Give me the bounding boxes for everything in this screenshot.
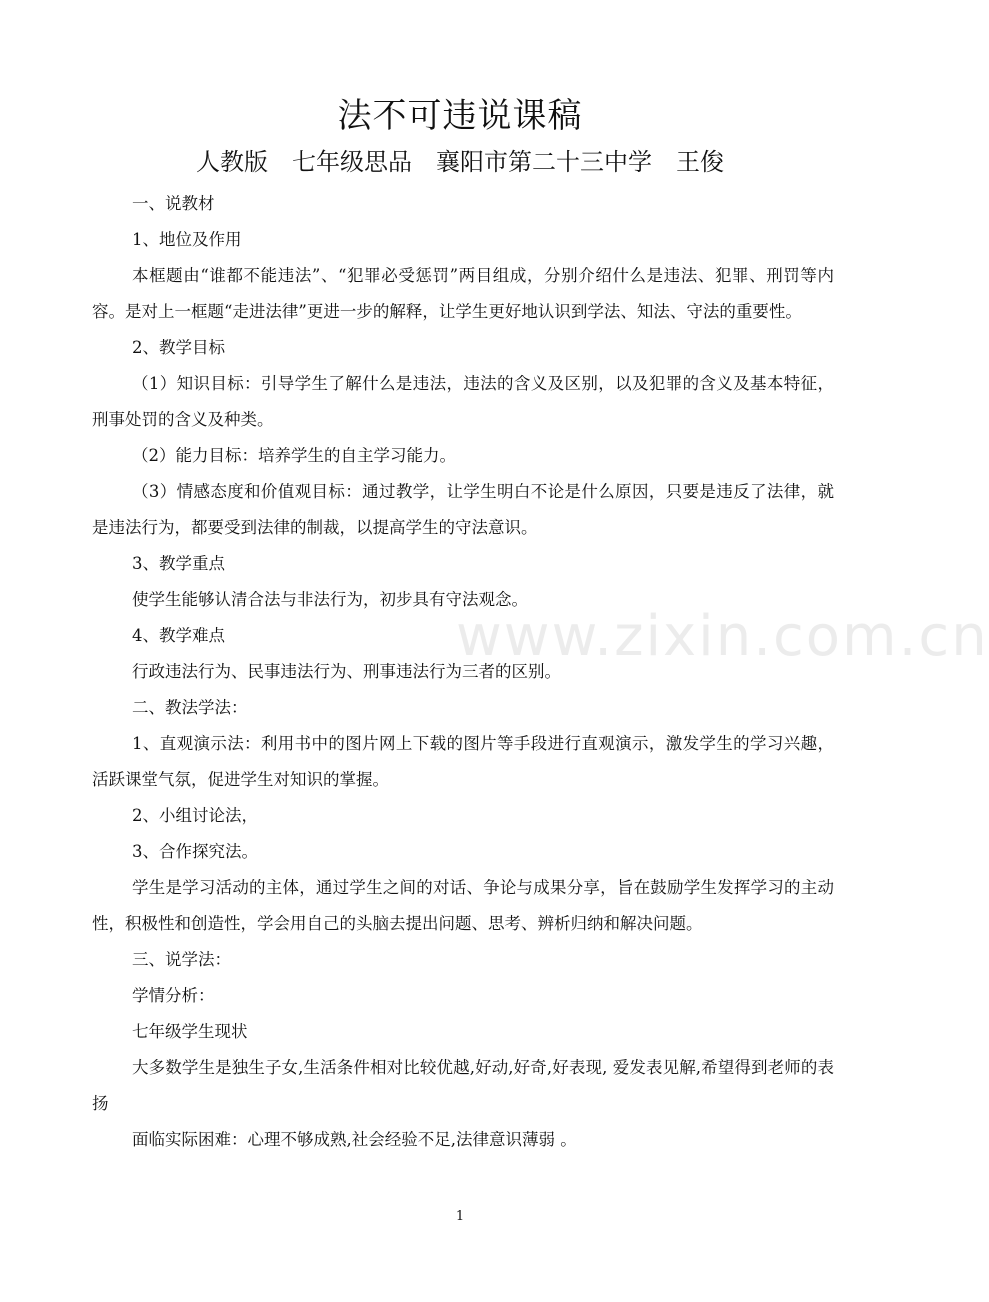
watermark: www.zixin.com.cn xyxy=(456,604,989,669)
paragraph: 二、教法学法： xyxy=(132,698,248,717)
paragraph: 三、说学法： xyxy=(132,950,231,969)
paragraph: 1、直观演示法：利用书中的图片网上下载的图片等手段进行直观演示，激发学生的学习兴趣，活跃课堂气氛，促进学生对知识的掌握。 xyxy=(92,734,834,789)
paragraph: 七年级学生现状 xyxy=(132,1022,248,1041)
document-title: 法不可违说课稿 xyxy=(337,96,583,136)
paragraph: 2、教学目标 xyxy=(132,338,225,357)
paragraph: 学情分析： xyxy=(132,986,215,1005)
page-number: 1 xyxy=(455,1209,465,1224)
paragraph: 2、小组讨论法， xyxy=(132,806,258,825)
paragraph: 大多数学生是独生子女,生活条件相对比较优越,好动,好奇,好表现, 爱发表见解,希望得到老师的表扬 xyxy=(92,1058,834,1113)
paragraph: （1）知识目标：引导学生了解什么是违法，违法的含义及区别，以及犯罪的含义及基本特征，刑事处罚的含义及种类。 xyxy=(92,374,834,429)
paragraph: 面临实际困难：心理不够成熟,社会经验不足,法律意识薄弱 。 xyxy=(132,1130,577,1149)
paragraph: 行政违法行为、民事违法行为、刑事违法行为三者的区别。 xyxy=(132,662,561,681)
paragraph: 4、教学难点 xyxy=(132,626,225,645)
paragraph: 1、地位及作用 xyxy=(132,230,242,249)
paragraph: 3、合作探究法。 xyxy=(132,842,258,861)
paragraph: （2）能力目标：培养学生的自主学习能力。 xyxy=(132,446,456,465)
paragraph: 本框题由“谁都不能违法”、“犯罪必受惩罚”两目组成，分别介绍什么是违法、犯罪、刑罚等内容。是对上一框题“走进法律”更进一步的解释，让学生更好地认识到学法、知法、守法的重要性。 xyxy=(92,266,834,321)
paragraph: 一、说教材 xyxy=(132,194,215,213)
paragraph: 3、教学重点 xyxy=(132,554,225,573)
paragraph: 学生是学习活动的主体，通过学生之间的对话、争论与成果分享，旨在鼓励学生发挥学习的主动性，积极性和创造性，学会用自己的头脑去提出问题、思考、辨析归纳和解决问题。 xyxy=(92,878,834,933)
paragraph: 使学生能够认清合法与非法行为，初步具有守法观念。 xyxy=(132,590,528,609)
paragraph: （3）情感态度和价值观目标：通过教学，让学生明白不论是什么原因，只要是违反了法律，就是违法行为，都要受到法律的制裁，以提高学生的守法意识。 xyxy=(92,482,834,537)
document-subtitle: 人教版 七年级思品 襄阳市第二十三中学 王俊 xyxy=(196,148,724,176)
document-body xyxy=(92,186,834,1158)
